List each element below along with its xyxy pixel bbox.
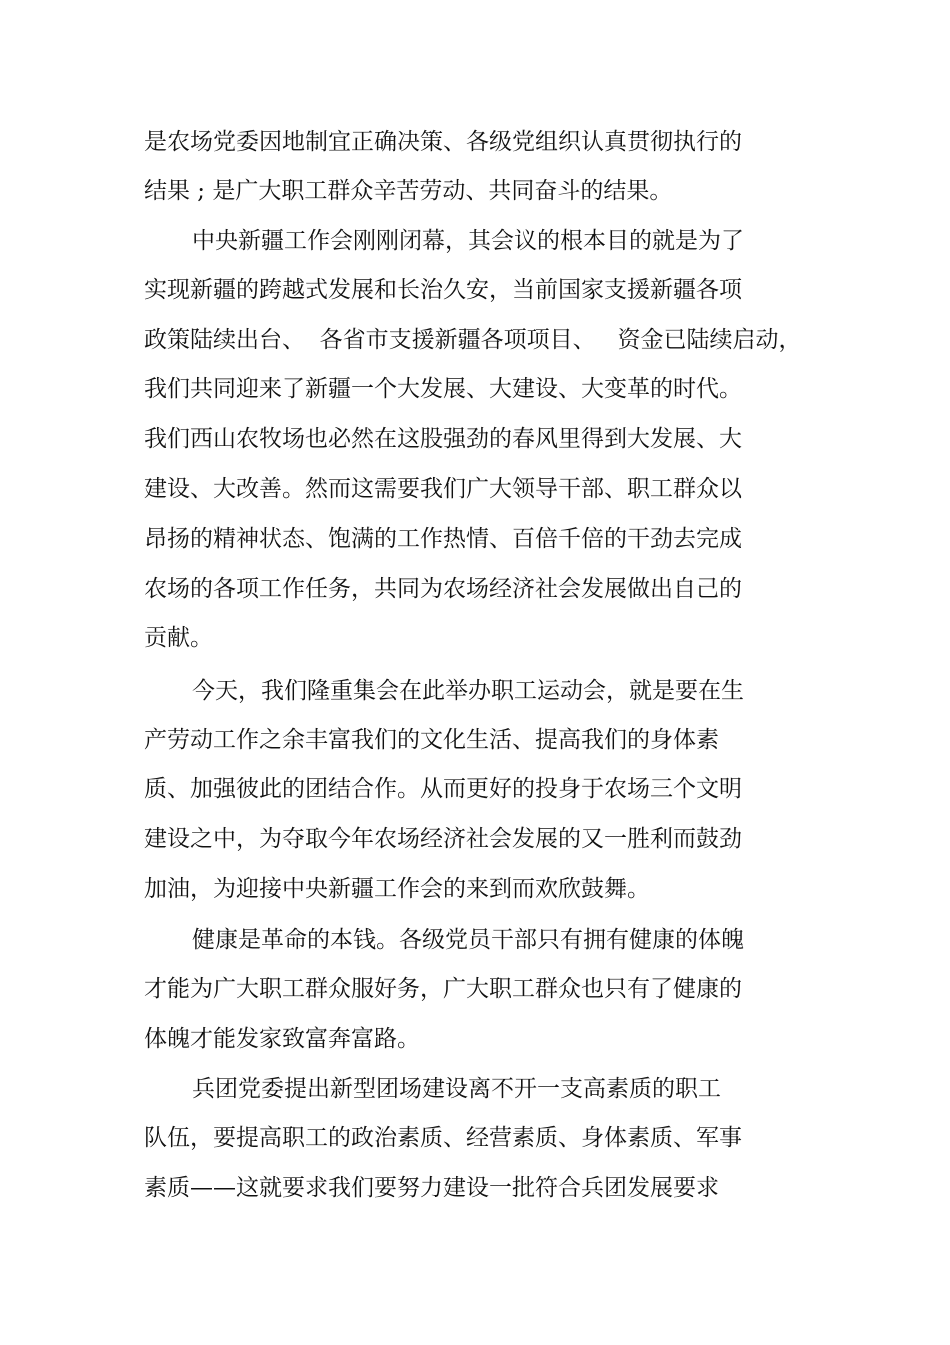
paragraph-first-line: 今天，我们隆重集会在此举办职工运动会，就是要在生 <box>192 678 744 704</box>
text-line: 贡献。 <box>144 625 213 651</box>
text-line: 昂扬的精神状态、饱满的工作热情、百倍千倍的干劲去完成 <box>144 526 742 552</box>
text-line: 产劳动工作之余丰富我们的文化生活、提高我们的身体素 <box>144 727 719 753</box>
text-line: 农场的各项工作任务，共同为农场经济社会发展做出自己的 <box>144 576 742 602</box>
text-line: 队伍，要提高职工的政治素质、经营素质、身体素质、军事 <box>144 1125 742 1151</box>
text-line: 我们西山农牧场也必然在这股强劲的春风里得到大发展、大 <box>144 426 742 452</box>
paragraph-first-line: 兵团党委提出新型团场建设离不开一支高素质的职工 <box>192 1076 721 1102</box>
text-line: 建设之中，为夺取今年农场经济社会发展的又一胜利而鼓劲 <box>144 826 742 852</box>
text-line: 建设、大改善。然而这需要我们广大领导干部、职工群众以 <box>144 476 742 502</box>
paragraph-first-line: 中央新疆工作会刚刚闭幕，其会议的根本目的就是为了 <box>192 228 744 254</box>
text-line: 体魄才能发家致富奔富路。 <box>144 1026 420 1052</box>
text-line: 是农场党委因地制宜正确决策、各级党组织认真贯彻执行的 <box>144 129 742 155</box>
text-line: 质、加强彼此的团结合作。从而更好的投身于农场三个文明 <box>144 776 742 802</box>
text-line: 才能为广大职工群众服好务，广大职工群众也只有了健康的 <box>144 976 742 1002</box>
text-line: 政策陆续出台、 各省市支援新疆各项项目、 资金已陆续启动， <box>144 327 802 353</box>
text-line: 实现新疆的跨越式发展和长治久安，当前国家支援新疆各项 <box>144 277 742 303</box>
text-line: 结果 ; 是广大职工群众辛苦劳动、共同奋斗的结果。 <box>144 178 673 204</box>
text-line: 加油，为迎接中央新疆工作会的来到而欢欣鼓舞。 <box>144 876 650 902</box>
text-line: 素质——这就要求我们要努力建设一批符合兵团发展要求 <box>144 1175 719 1201</box>
text-line: 我们共同迎来了新疆一个大发展、大建设、大变革的时代。 <box>144 376 742 402</box>
paragraph-first-line: 健康是革命的本钱。各级党员干部只有拥有健康的体魄 <box>192 927 744 953</box>
